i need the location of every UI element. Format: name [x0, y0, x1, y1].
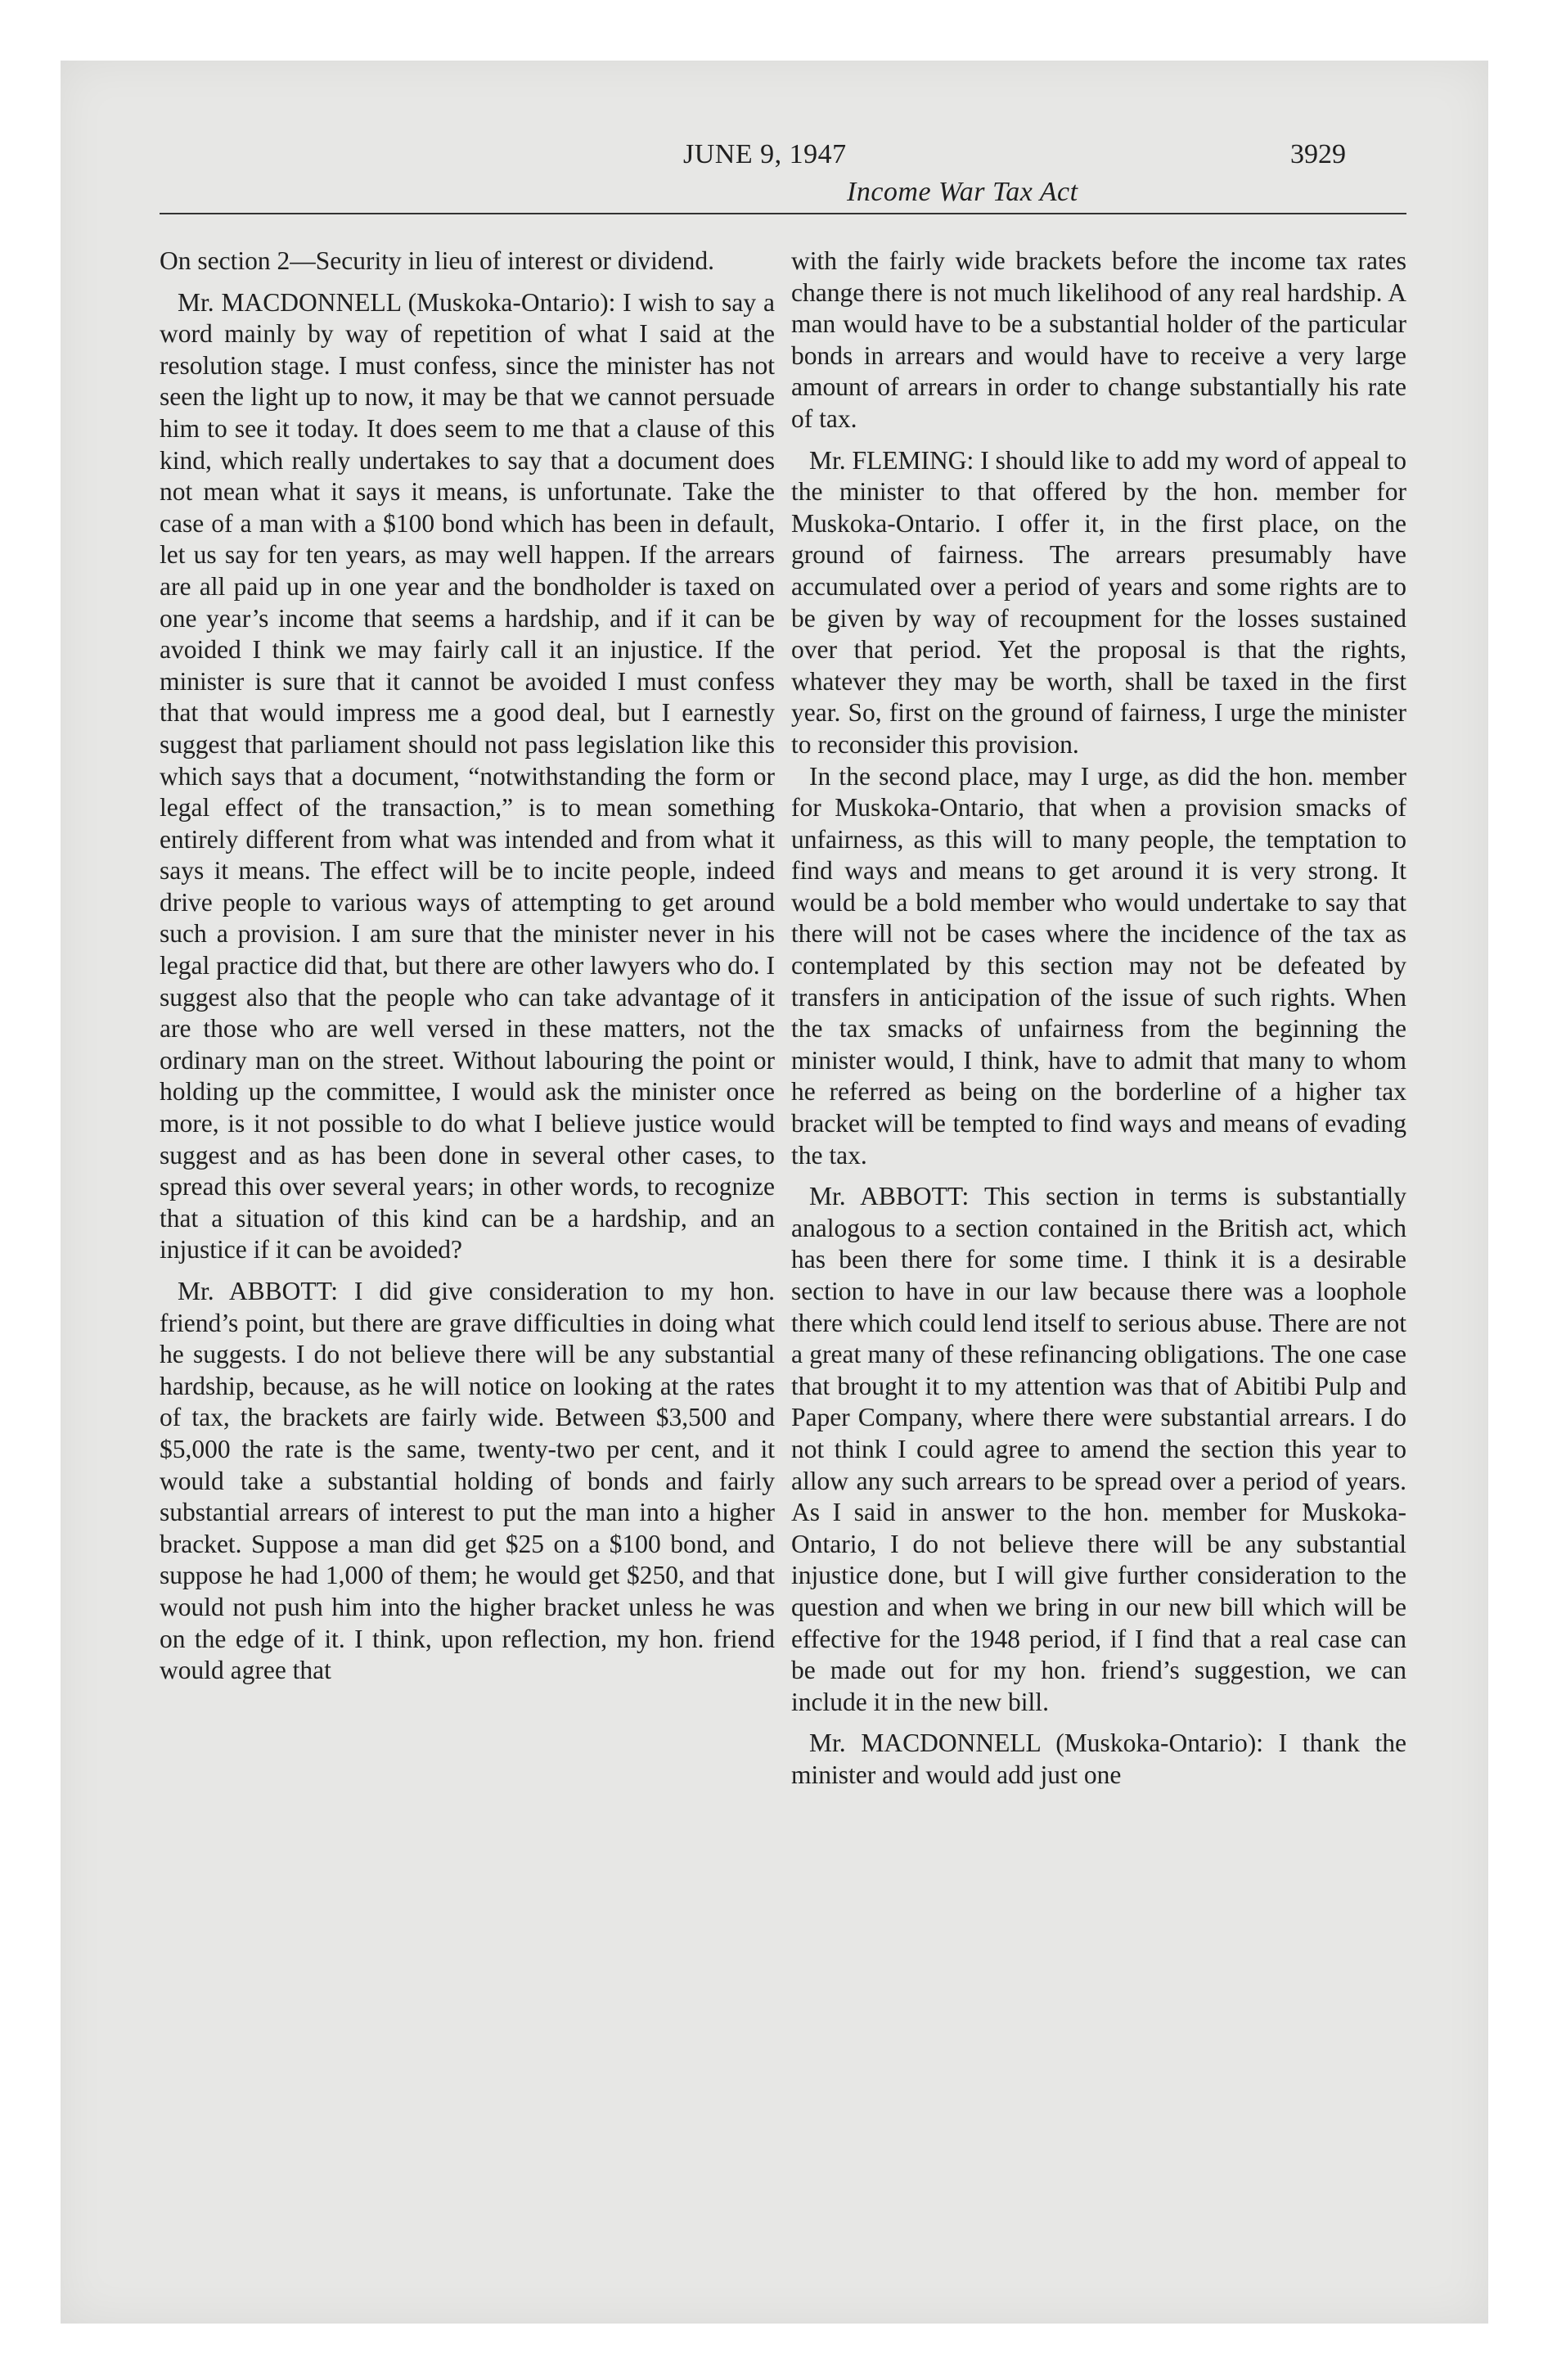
- text-columns: [160, 246, 1406, 1792]
- speech-macdonnell: Mr. MACDONNELL (Muskoka-Ontario): I wish to say a word mainly by way of repetition of what I said at the resolution stage. I must confess, since the minister has not seen the light up to now, it may be that we cannot persuade him to see it today. It does seem to me that a clause of this kind, which really undertakes to say that a document does not mean what it says it means, is unfortunate. Take the case of a man with a $100 bond which has been in default, let us say for ten years, as may well happen. If the arrears are all paid up in one year and the bondholder is taxed on one year’s income that seems a hardship, and if it can be avoided I think we may fairly call it an injustice. If the minister is sure that it cannot be avoided I must confess that that would impress me a good deal, but I earnestly suggest that parliament should not pass legislation like this which says that a document, “notwithstanding the form or legal effect of the transaction,” is to mean something entirely different from what was intended and from what it says it means. The effect will be to incite people, indeed drive people to various ways of attempting to get around such a provision. I am sure that the minister never in his legal practice did that, but there are other lawyers who do. I suggest also that the people who can take advantage of it are those who are well versed in these matters, not the ordinary man on the street. Without labouring the point or holding up the committee, I would ask the minister once more, is it not possible to do what I believe justice would suggest and as has been done in several other cases, to spread this over several years; in other words, to recognize that a situation of this kind can be a hardship, and an injustice if it can be avoided?: [160, 287, 775, 1264]
- section-heading: On section 2—Security in lieu of interest or dividend.: [160, 246, 714, 275]
- speech-abbott-2: Mr. ABBOTT: This section in terms is substantially analogous to a section contained in the British act, which has been there for some time. I think it is a desirable section to have in our law because there was a loophole there which could lend itself to serious abuse. There are not a great many of these refinancing obligations. The one case that brought it to my attention was that of Abitibi Pulp and Paper Company, where there were substantial arrears. I do not think I could agree to amend the section this year to allow any such arrears to be spread over a period of years. As I said in answer to the hon. member for Muskoka-Ontario, I do not believe there will be any substantial injustice done, but I will give further consideration to the question and when we bring in our new bill which will be effective for the 1948 period, if I find that a real case can be made out for my hon. friend’s suggestion, we can include it in the new bill.: [791, 1182, 1406, 1716]
- speech-fleming: Mr. FLEMING: I should like to add my word of appeal to the minister to that offered by the hon. member for Muskoka-Ontario. I offer it, in the first place, on the ground of fairness. The arrears presumably have accumulated over a period of years and some rights are to be given by way of recoupment for the losses sustained over that period. Yet the proposal is that the rights, whatever they may be worth, shall be taxed in the first year. So, first on the ground of fairness, I urge the minister to reconsider this provision.: [791, 445, 1406, 759]
- speech-macdonnell-2: Mr. MACDONNELL (Muskoka-Ontario): I thank the minister and would add just one: [791, 1729, 1406, 1789]
- right-column: [791, 246, 1406, 1792]
- speech-fleming-continued: In the second place, may I urge, as did the hon. member for Muskoka-Ontario, that when a provision smacks of unfairness, as this will to many people, the temptation to find ways and means to get around it is very strong. It would be a bold member who would undertake to say that there will not be cases where the incidence of the tax as contemplated by this section may not be defeated by transfers in anticipation of the issue of such rights. When the tax smacks of unfairness from the beginning the minister would, I think, have to admit that many to whom he referred as being on the borderline of a higher tax bracket will be tempted to find ways and means of evading the tax.: [791, 761, 1406, 1170]
- left-column: [160, 246, 775, 1792]
- hansard-page: [160, 139, 1436, 2234]
- header-rule: [160, 213, 1406, 214]
- speech-abbott-1: Mr. ABBOTT: I did give consideration to my hon. friend’s point, but there are grave difficulties in doing what he suggests. I do not believe there will be any substantial hardship, because, as he will notice on looking at the rates of tax, the brackets are fairly wide. Between $3,500 and $5,000 the rate is the same, twenty-two per cent, and it would take a substantial holding of bonds and fairly substantial arrears of interest to put the man into a higher bracket. Suppose a man did get $25 on a $100 bond, and suppose he had 1,000 of them; he would get $250, and that would not push him into the higher bracket unless he was on the edge of it. I think, upon reflection, my hon. friend would agree that: [160, 1277, 775, 1685]
- running-title: Income War Tax Act: [847, 177, 1078, 207]
- speech-abbott-1-continued: with the fairly wide brackets before the income tax rates change there is not much likelihood of any real hardship. A man would have to be a substantial holder of the particular bonds in arrears and would have to receive a very large amount of arrears in order to change substantially his rate of tax.: [791, 246, 1406, 433]
- page-number: 3929: [1290, 139, 1346, 169]
- header-date: JUNE 9, 1947: [683, 139, 847, 169]
- page-header: [160, 139, 1436, 213]
